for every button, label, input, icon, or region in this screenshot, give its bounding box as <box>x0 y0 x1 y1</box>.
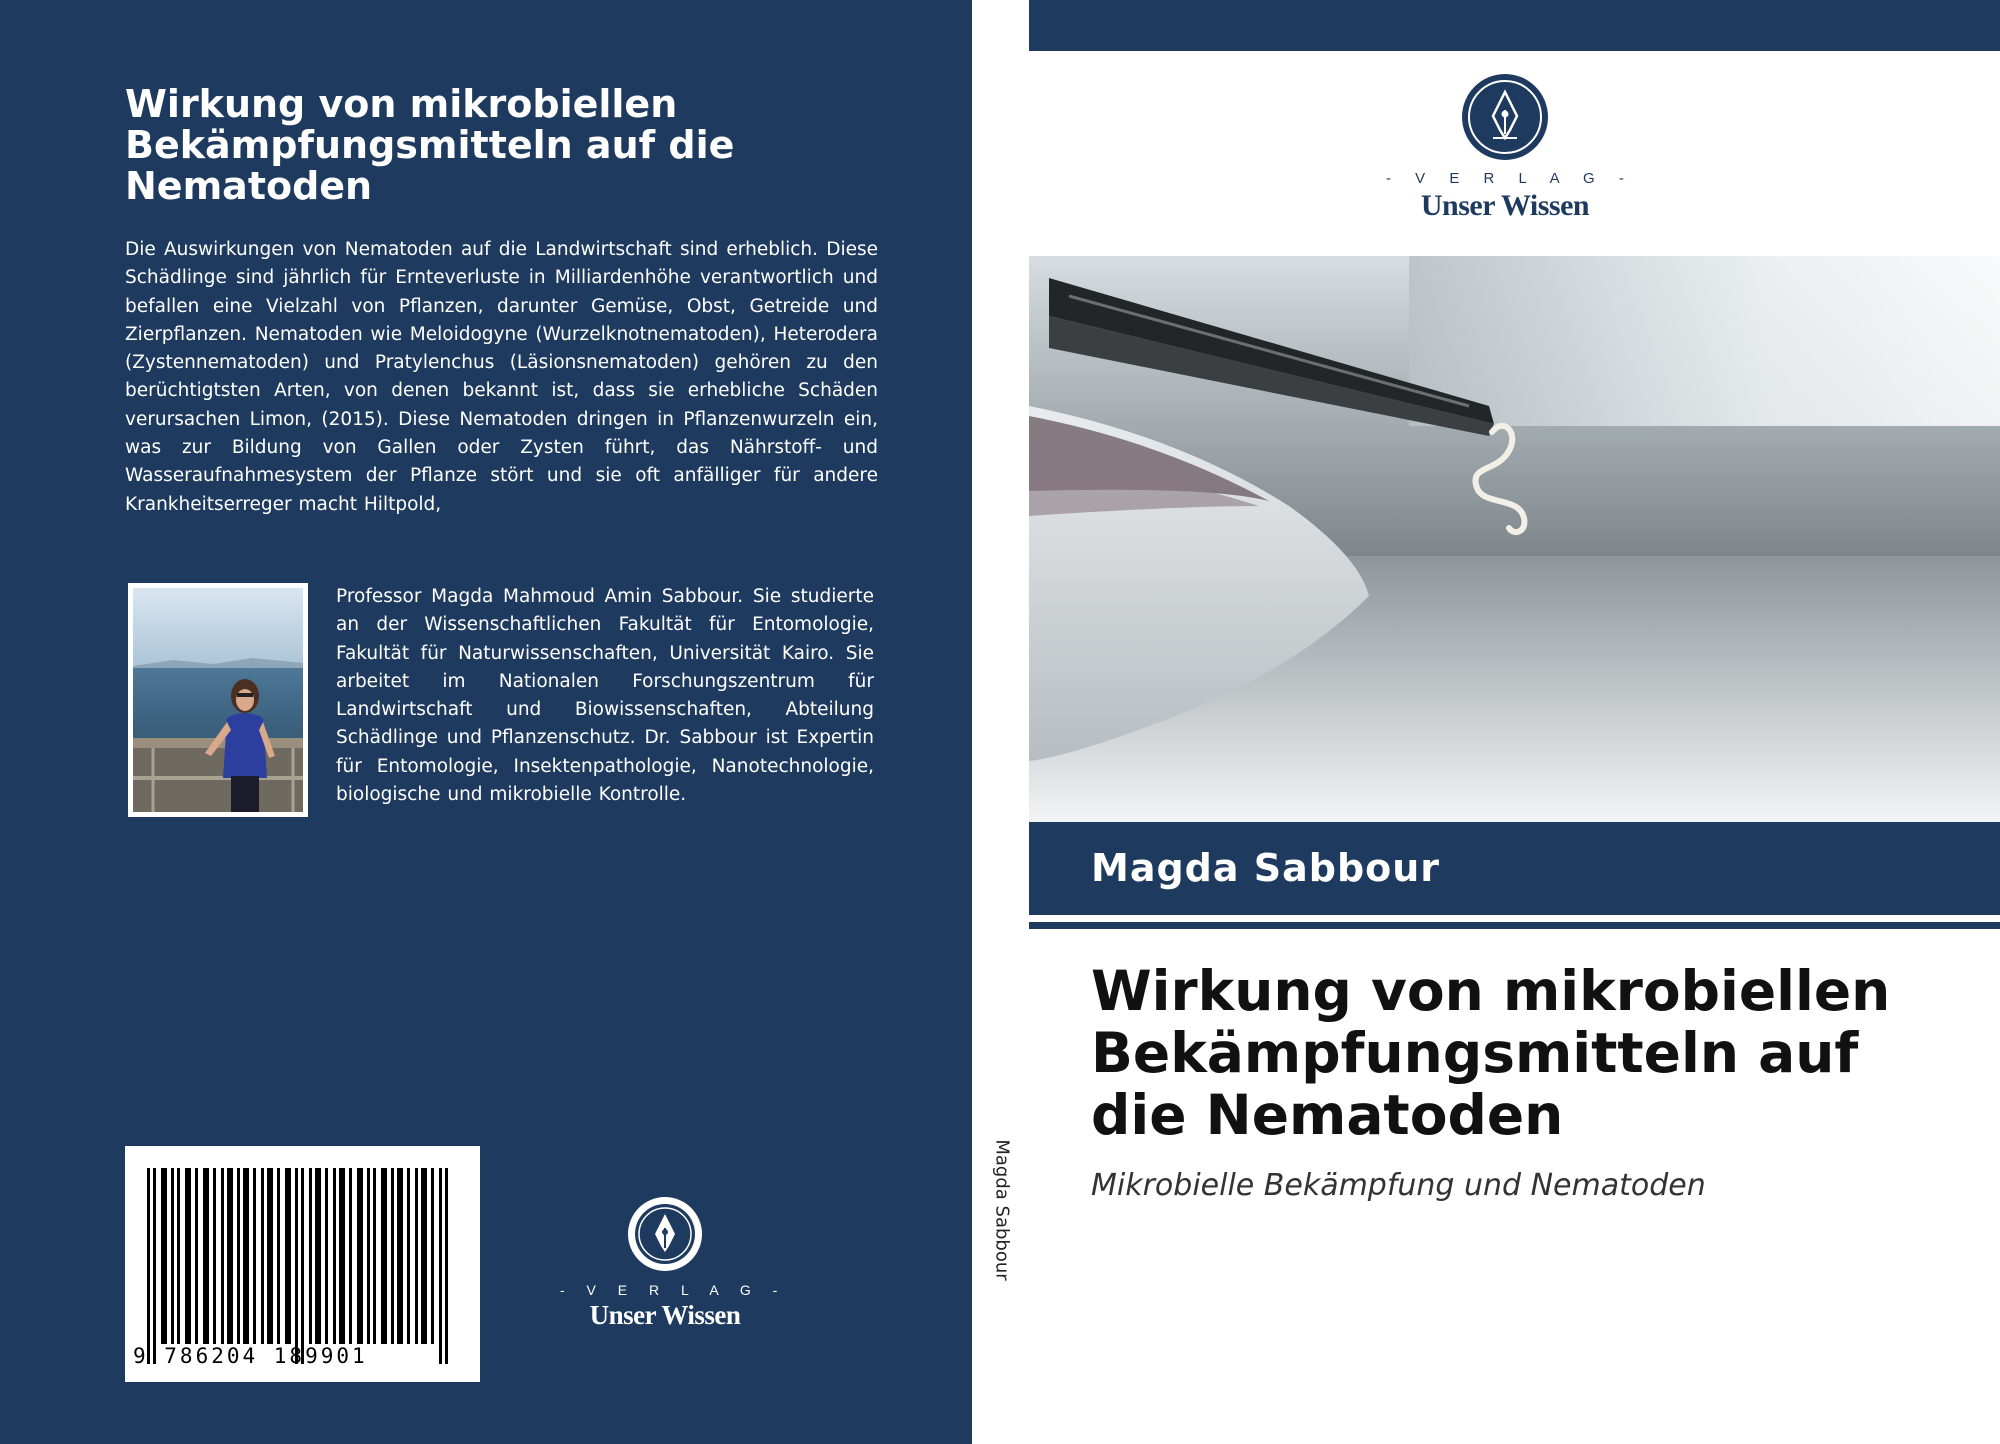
author-photo <box>128 583 308 817</box>
isbn-digits: 9 786204 189901 <box>133 1344 368 1368</box>
cover-photo <box>1029 256 2000 822</box>
author-band <box>1029 822 2000 915</box>
author-bio: Professor Magda Mahmoud Amin Sabbour. Sie studierte an der Wissenschaftlichen Fakultät für Entomologie, Fakultät für Naturwissenschaften, Universität Kairo. Sie arbeitet im Nationalen Forschungszentrum für Landwirtschaft und Biowissenschaften, Abteilung Schädlinge und Pflanzenschutz. Dr. Sabbour ist Expertin für Entomologie, Insektenpathologie, Nanotechnologie, biologische und mikrobielle Kontrolle. <box>336 586 874 806</box>
front-publisher-name: Unser Wissen <box>1420 189 1590 222</box>
front-verlag-label: - V E R L A G - <box>1386 170 1634 187</box>
isbn-barcode <box>125 1146 480 1382</box>
pen-nib-seal-icon <box>625 1194 705 1274</box>
pen-nib-icon <box>1460 72 1550 162</box>
front-publisher-logo <box>1386 72 1634 223</box>
front-author-name: Magda Sabbour <box>1091 846 1441 890</box>
front-cover-title: Wirkung von mikrobiellen Bekämpfungsmitteln auf die Nematoden <box>1091 959 1891 1147</box>
back-publisher-name: Unser Wissen <box>589 1300 741 1330</box>
divider <box>1029 922 2000 929</box>
back-cover-title: Wirkung von mikrobiellen Bekämpfungsmitteln auf die Nematoden <box>125 82 735 208</box>
spine-author: Magda Sabbour <box>991 1139 1013 1281</box>
front-cover-subtitle: Mikrobielle Bekämpfung und Nematoden <box>1091 1168 1706 1203</box>
front-top-bar <box>1029 0 2000 51</box>
back-publisher-logo <box>560 1194 787 1331</box>
author-photo-image <box>133 588 303 812</box>
nematode-tweezers-image <box>1029 256 2000 822</box>
back-cover-blurb: Die Auswirkungen von Nematoden auf die Landwirtschaft sind erheblich. Diese Schädlinge sind jährlich für Ernteverluste in Milliardenhöhe verantwortlich und befallen eine Vielzahl von Pflanzen, darunter Gemüse, Obst, Getreide und Zierpflanzen. Nematoden wie Meloidogyne (Wurzelknotnematoden), Heterodera (Zystennematoden) und Pratylenchus (Läsionsnematoden) gehören zu den berüchtigtsten Arten, von denen bekannt ist, dass sie erhebliche Schäden verursachen Limon, (2015). Diese Nematoden dringen in Pflanzenwurzeln ein, was zur Bildung von Gallen oder Zysten führt, das Nährstoff- und Wasseraufnahmesystem der Pflanze stört und sie oft anfälliger für andere Krankheitserreger macht Hiltpold, <box>125 239 878 515</box>
back-verlag-label: - V E R L A G - <box>560 1282 787 1298</box>
